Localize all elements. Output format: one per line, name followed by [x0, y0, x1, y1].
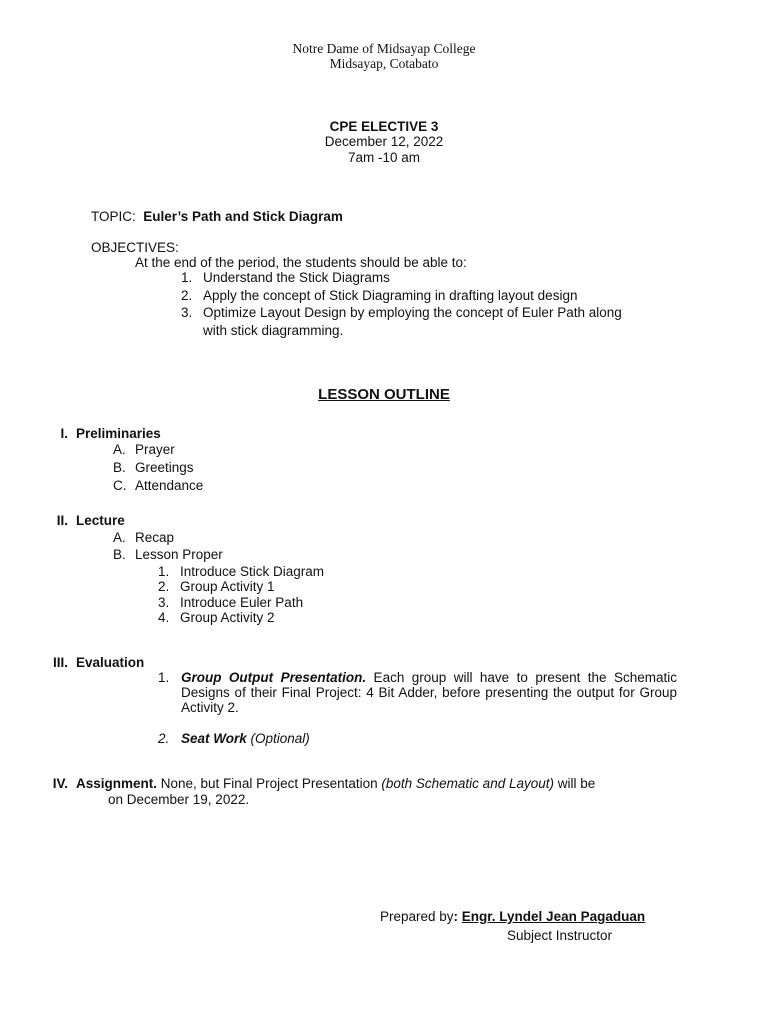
- list-item: B. Greetings: [113, 460, 194, 475]
- list-item: 1. Introduce Stick Diagram: [158, 564, 325, 579]
- objectives-label: OBJECTIVES:: [91, 240, 179, 255]
- list-item: C. Attendance: [113, 478, 204, 493]
- prepared-label: Prepared by: [380, 909, 454, 924]
- topic-line: [91, 209, 343, 225]
- objective-item-2: 2. Apply the concept of Stick Diagraming in drafting layout design: [181, 288, 578, 303]
- section-assignment-continued: on December 19, 2022.: [108, 792, 250, 807]
- college-location: Midsayap, Cotabato: [329, 56, 439, 71]
- objectives-intro: At the end of the period, the students should be able to:: [135, 255, 467, 270]
- section-preliminaries-heading: I. Preliminaries: [60, 426, 161, 441]
- section-lecture-heading: II. Lecture: [56, 513, 125, 528]
- instructor-role: Subject Instructor: [507, 928, 613, 943]
- objective-item-1: 1. Understand the Stick Diagrams: [181, 270, 390, 285]
- list-item: 3. Introduce Euler Path: [158, 595, 304, 610]
- eval-item-1-number: 1.: [158, 670, 170, 685]
- topic-value: Euler’s Path and Stick Diagram: [143, 209, 343, 224]
- course-title: CPE ELECTIVE 3: [329, 119, 439, 134]
- list-item: A. Recap: [113, 530, 175, 545]
- list-item: 4. Group Activity 2: [158, 610, 275, 625]
- eval-item-2-number: 2.: [158, 731, 170, 746]
- list-item: B. Lesson Proper: [113, 547, 223, 562]
- list-item: A. Prayer: [113, 442, 175, 457]
- objective-item-3-continued: with stick diagramming.: [203, 323, 344, 338]
- eval-item-2: Seat Work (Optional): [181, 731, 310, 746]
- course-date: December 12, 2022: [324, 134, 444, 149]
- prepared-by: Prepared by: Engr. Lyndel Jean Pagaduan: [380, 909, 646, 924]
- section-evaluation-heading: III. Evaluation: [52, 655, 145, 670]
- eval-item-1: Group Output Presentation. Each group will have to present the Schematic Designs of their Final Project: 4 Bit Adder, before presenting the output for Group Activity 2.: [181, 670, 678, 715]
- objective-item-3: 3. Optimize Layout Design by employing the concept of Euler Path along: [181, 305, 622, 320]
- section-assignment: IV. Assignment. None, but Final Project Presentation (both Schematic and Layout) will be: [52, 776, 596, 791]
- list-item: 2. Group Activity 1: [158, 579, 275, 594]
- lesson-outline-title: LESSON OUTLINE: [318, 386, 450, 403]
- college-name: Notre Dame of Midsayap College: [292, 41, 476, 56]
- topic-label: TOPIC:: [91, 209, 136, 224]
- instructor-name: Engr. Lyndel Jean Pagaduan: [461, 909, 646, 924]
- course-time: 7am -10 am: [347, 150, 421, 165]
